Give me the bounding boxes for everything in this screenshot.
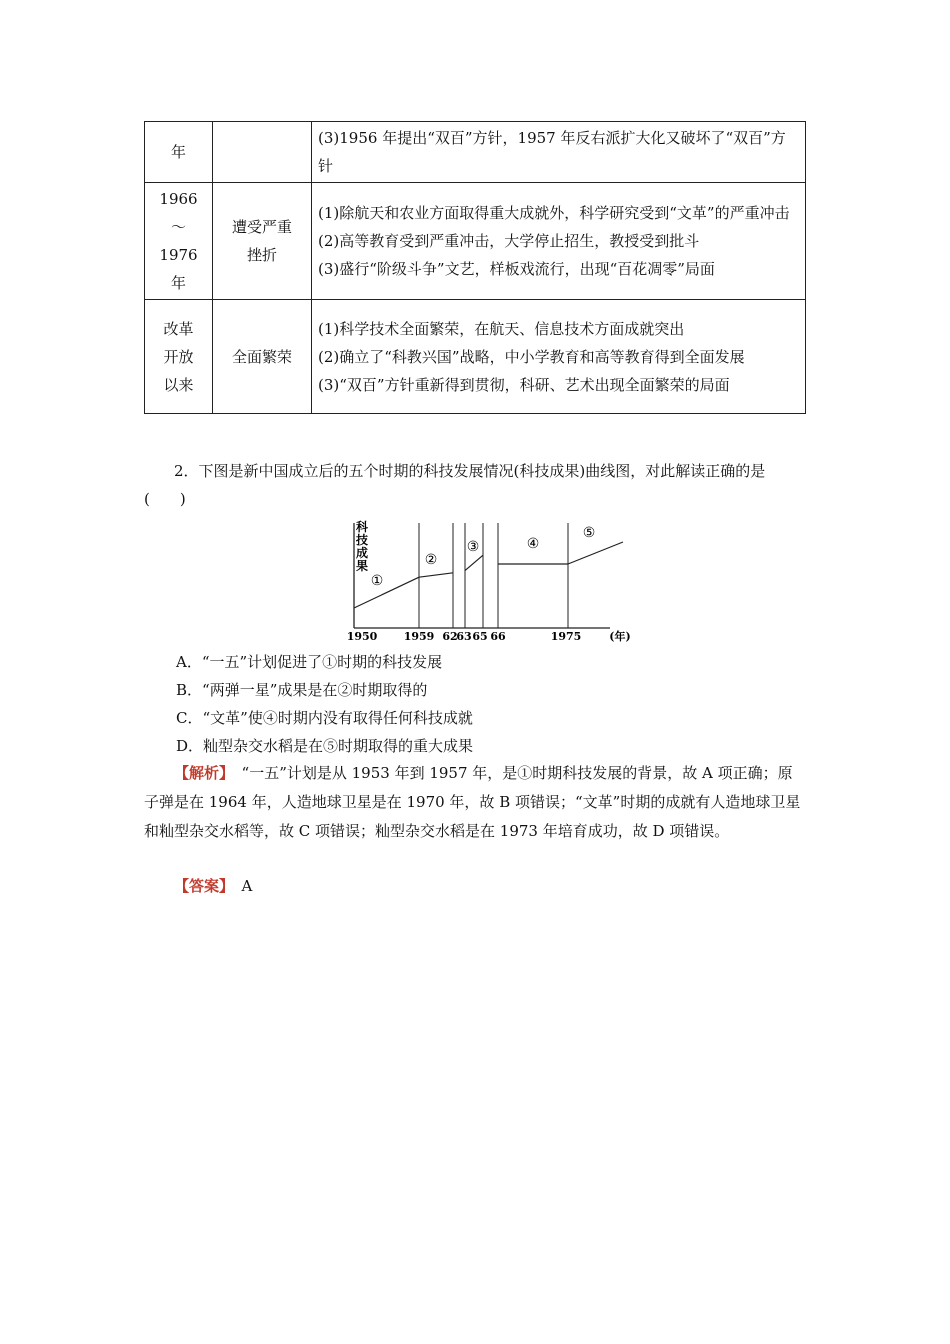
period-label: ① bbox=[370, 573, 384, 589]
period-label: ③ bbox=[466, 539, 480, 555]
analysis-label: 【解析】 bbox=[174, 764, 227, 782]
detail-item: (1)科学技术全面繁荣，在航天、信息技术方面成就突出 bbox=[318, 319, 685, 338]
x-tick-label: 66 bbox=[490, 630, 506, 643]
period-line: 年 bbox=[170, 143, 186, 161]
feature-line: 遭受严重 bbox=[231, 218, 292, 236]
period-line: 1976 bbox=[159, 246, 198, 264]
history-table bbox=[144, 121, 806, 414]
question-number: 2． bbox=[174, 462, 199, 480]
period-line: ～ bbox=[170, 218, 186, 236]
details-cell bbox=[312, 122, 806, 183]
detail-item: (3)“双百”方针重新得到贯彻，科研、艺术出现全面繁荣的局面 bbox=[318, 375, 730, 394]
period-cell bbox=[145, 122, 213, 183]
period-line: 年 bbox=[170, 274, 186, 292]
option-d[interactable]: D．籼型杂交水稻是在⑤时期取得的重大成果 bbox=[176, 737, 474, 755]
analysis-text: “一五”计划是从 1953 年到 1957 年，是①时期科技发展的背景，故 A 项正确；原子弹是在 1964 年，人造地球卫星是在 1970 年，故 B 项错误；“文革”时期的成就有人造地球卫星和籼型杂交水稻等，故 C 项错误；籼型杂交水稻是在 1973 年培育成功，故 D 项错误。 bbox=[144, 764, 801, 840]
period-label: ④ bbox=[526, 536, 540, 552]
analysis-paragraph bbox=[144, 759, 806, 846]
x-tick-label: 1950 bbox=[346, 630, 378, 643]
detail-item: (2)确立了“科教兴国”战略，中小学教育和高等教育得到全面发展 bbox=[318, 347, 745, 366]
y-axis-label-char: 成 bbox=[355, 546, 369, 560]
feature-line: 全面繁荣 bbox=[231, 347, 292, 366]
question-2 bbox=[144, 457, 806, 513]
detail-item: (2)高等教育受到严重冲击，大学停止招生，教授受到批斗 bbox=[318, 232, 700, 250]
table-row bbox=[145, 300, 806, 414]
curve-segment bbox=[419, 573, 453, 577]
tech-achievement-chart bbox=[340, 515, 640, 647]
x-tick-label: 63 bbox=[456, 630, 472, 643]
detail-item: (3)盛行“阶级斗争”文艺，样板戏流行，出现“百花凋零”局面 bbox=[318, 260, 715, 278]
table-row bbox=[145, 183, 806, 300]
answer-label: 【答案】 bbox=[174, 877, 227, 895]
feature-cell bbox=[213, 122, 312, 183]
detail-item: (3)1956 年提出“双百”方针，1957 年反右派扩大化又破坏了“双百”方针 bbox=[318, 129, 786, 175]
period-cell bbox=[145, 300, 213, 414]
period-line: 开放 bbox=[163, 347, 194, 366]
feature-line: 挫折 bbox=[246, 246, 277, 264]
y-axis-label-char: 果 bbox=[355, 559, 369, 573]
period-cell bbox=[145, 183, 213, 300]
feature-cell bbox=[213, 183, 312, 300]
x-tick-label: 1975 bbox=[550, 630, 582, 643]
period-line: 以来 bbox=[163, 375, 194, 394]
option-c[interactable]: C．“文革”使④时期内没有取得任何科技成就 bbox=[176, 709, 473, 727]
details-cell bbox=[312, 183, 806, 300]
period-line: 改革 bbox=[163, 319, 194, 338]
detail-item: (1)除航天和农业方面取得重大成就外，科学研究受到“文革”的严重冲击 bbox=[318, 204, 790, 222]
y-axis-label-char: 技 bbox=[355, 533, 369, 547]
option-b[interactable]: B．“两弹一星”成果是在②时期取得的 bbox=[176, 681, 428, 699]
period-label: ② bbox=[424, 552, 438, 568]
answer-line bbox=[144, 872, 806, 901]
curve-segment bbox=[354, 577, 419, 608]
question-stem: 下图是新中国成立后的五个时期的科技发展情况(科技成果)曲线图，对此解读正确的是( ) bbox=[144, 462, 766, 508]
curve-segment bbox=[465, 555, 483, 570]
table-row bbox=[145, 122, 806, 183]
curve-segment bbox=[568, 542, 623, 564]
y-axis-label-char: 科 bbox=[355, 520, 369, 534]
answer-value: A bbox=[241, 877, 253, 895]
x-tick-label: 65 bbox=[472, 630, 488, 643]
details-cell bbox=[312, 300, 806, 414]
x-axis-label: (年) bbox=[609, 630, 631, 643]
period-label: ⑤ bbox=[582, 525, 596, 541]
period-line: 1966 bbox=[159, 190, 198, 208]
x-tick-label: 62 bbox=[442, 630, 458, 643]
x-tick-label: 1959 bbox=[403, 630, 435, 643]
feature-cell bbox=[213, 300, 312, 414]
option-a[interactable]: A．“一五”计划促进了①时期的科技发展 bbox=[176, 653, 443, 671]
